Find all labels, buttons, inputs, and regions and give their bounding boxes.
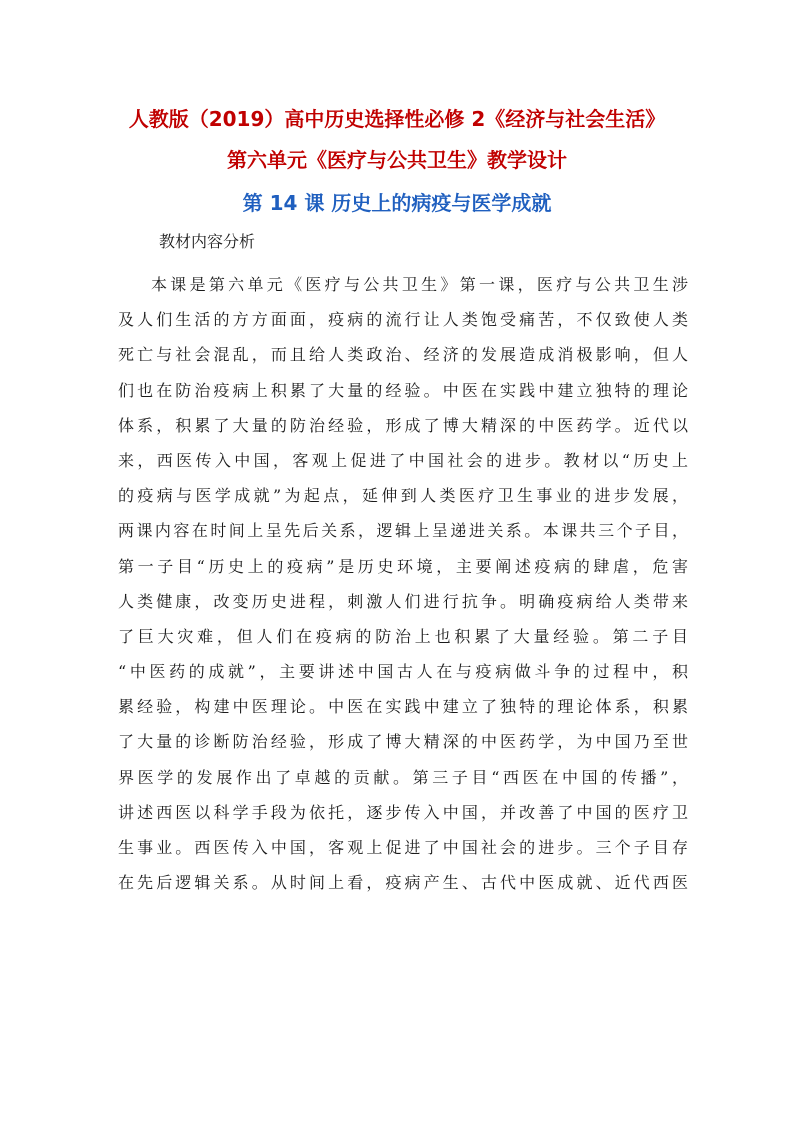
paragraph-line: “中医药的成就”，主要讲述中国古人在与疫病做斗争的过程中，积 (118, 662, 688, 682)
document-title-line-2: 第六单元《医疗与公共卫生》教学设计 (227, 148, 567, 172)
paragraph-line: 本课是第六单元《医疗与公共卫生》第一课，医疗与公共卫生涉 (151, 275, 688, 294)
paragraph-line: 来，西医传入中国，客观上促进了中国社会的进步。教材以“历史上 (118, 450, 688, 470)
paragraph-line: 在先后逻辑关系。从时间上看，疫病产生、古代中医成就、近代西医 (118, 873, 688, 893)
document-title-line-1: 人教版（2019）高中历史选择性必修 2《经济与社会生活》 (128, 107, 666, 131)
lesson-title: 第 14 课 历史上的病疫与医学成就 (242, 191, 552, 215)
paragraph-line: 生事业。西医传入中国，客观上促进了中国社会的进步。三个子目存 (118, 838, 688, 857)
paragraph-line: 体系，积累了大量的防治经验，形成了博大精深的中医药学。近代以 (118, 415, 688, 435)
paragraph-line: 了大量的诊断防治经验，形成了博大精深的中医药学，为中国乃至世 (118, 732, 688, 752)
paragraph-line: 人类健康，改变历史进程，刺激人们进行抗争。明确疫病给人类带来 (118, 591, 688, 611)
paragraph-line: 讲述西医以科学手段为依托，逐步传入中国，并改善了中国的医疗卫 (118, 802, 688, 822)
analysis-paragraph (118, 267, 688, 900)
paragraph-line: 第一子目“历史上的疫病”是历史环境，主要阐述疫病的肆虐，危害 (118, 556, 688, 576)
paragraph-line: 累经验，构建中医理论。中医在实践中建立了独特的理论体系，积累 (118, 697, 688, 717)
section-heading-textbook-analysis: 教材内容分析 (159, 232, 256, 251)
paragraph-line: 们也在防治疫病上积累了大量的经验。中医在实践中建立独特的理论 (118, 380, 688, 400)
paragraph-line: 两课内容在时间上呈先后关系，逻辑上呈递进关系。本课共三个子目， (118, 521, 688, 541)
paragraph-line: 了巨大灾难，但人们在疫病的防治上也积累了大量经验。第二子目 (118, 626, 688, 646)
paragraph-line: 及人们生活的方方面面，疫病的流行让人类饱受痛苦，不仅致使人类 (118, 310, 688, 330)
paragraph-line: 死亡与社会混乱，而且给人类政治、经济的发展造成消极影响，但人 (118, 345, 688, 365)
paragraph-line: 界医学的发展作出了卓越的贡献。第三子目“西医在中国的传播”， (118, 767, 688, 787)
paragraph-line: 的疫病与医学成就”为起点，延伸到人类医疗卫生事业的进步发展， (118, 486, 688, 506)
